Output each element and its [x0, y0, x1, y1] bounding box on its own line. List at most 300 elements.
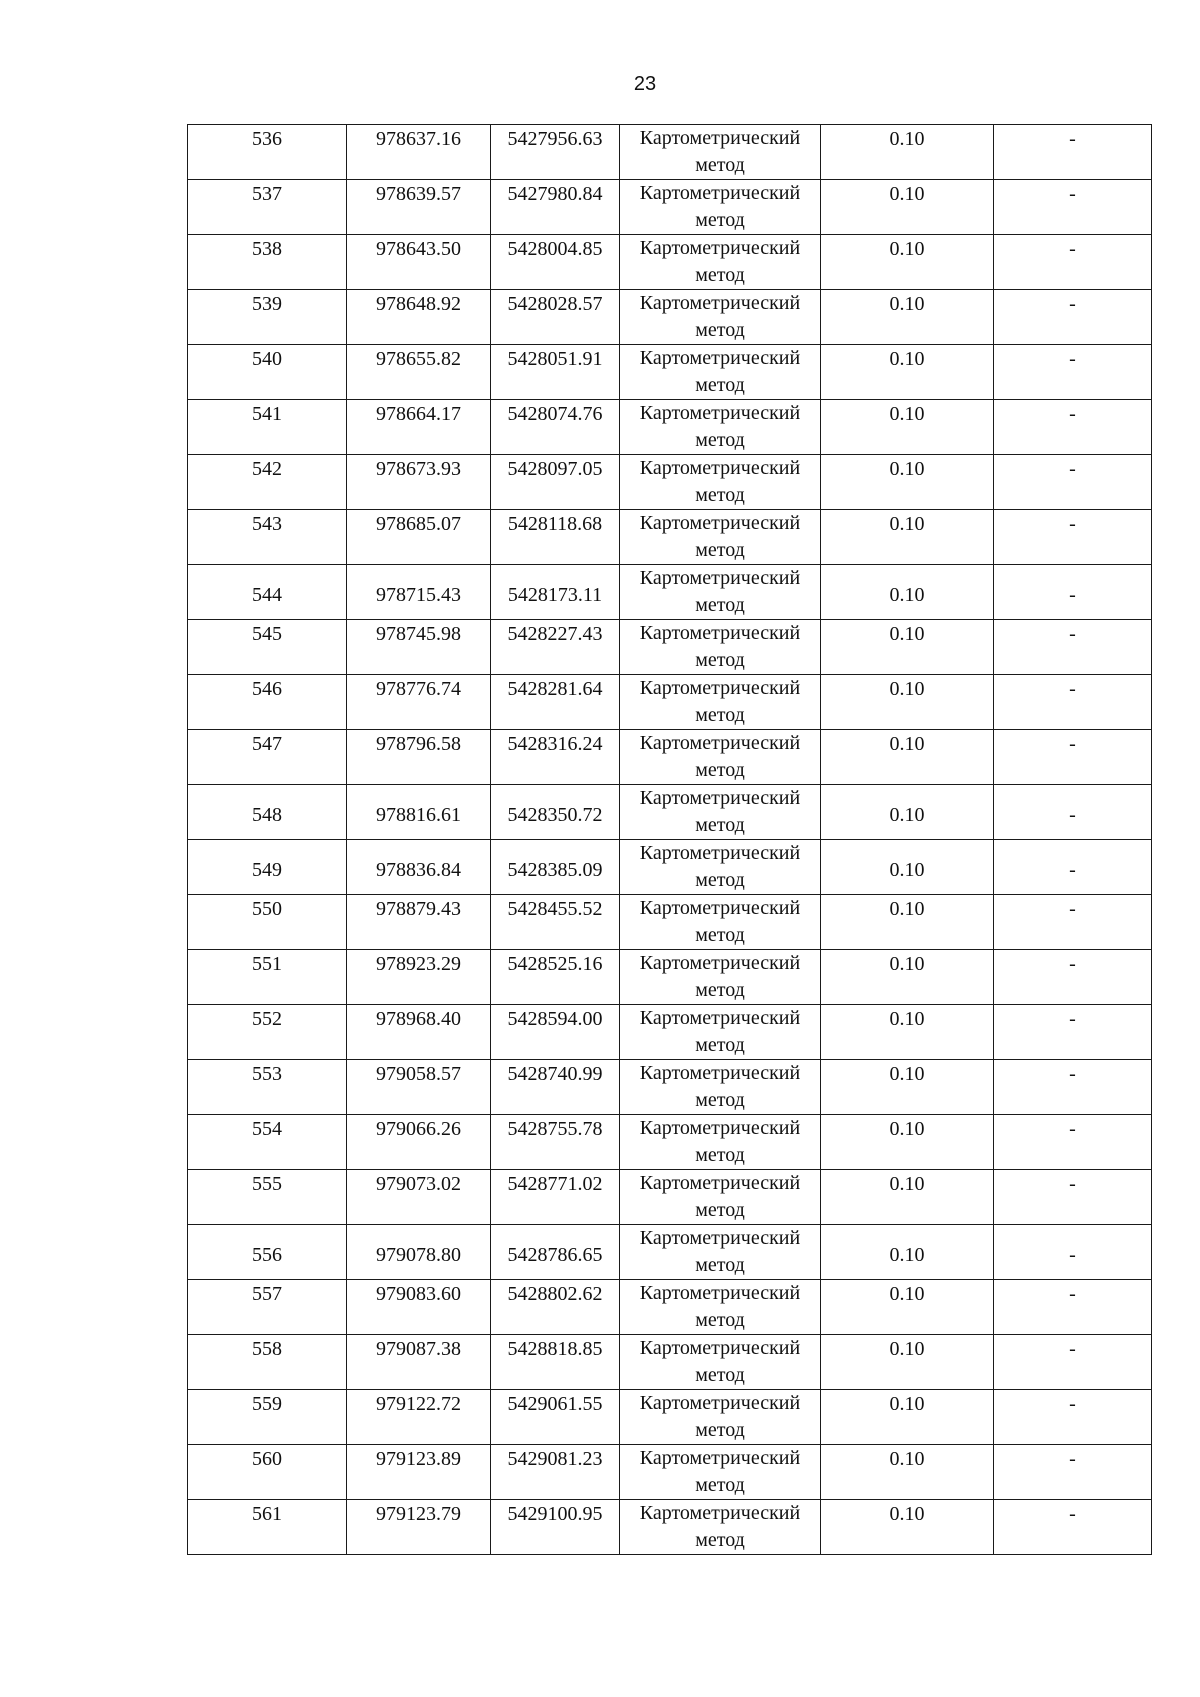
y-coordinate-cell — [491, 1500, 620, 1555]
x-coordinate-cell — [347, 1170, 491, 1225]
method-cell — [620, 730, 821, 785]
accuracy-cell — [821, 1445, 994, 1500]
description-cell — [994, 1115, 1152, 1170]
method-cell — [620, 675, 821, 730]
y-coordinate-cell-text: 5428004.85 — [507, 238, 603, 260]
table-row — [188, 1500, 1152, 1555]
point-number-cell — [188, 895, 347, 950]
y-coordinate-cell-text: 5428818.85 — [507, 1338, 603, 1360]
accuracy-cell — [821, 1170, 994, 1225]
point-number-cell-text: 542 — [252, 458, 282, 480]
y-coordinate-cell — [491, 400, 620, 455]
accuracy-cell — [821, 400, 994, 455]
point-number-cell — [188, 675, 347, 730]
point-number-cell — [188, 1390, 347, 1445]
method-line-2: метод — [695, 154, 745, 176]
method-line-2: метод — [695, 1309, 745, 1331]
description-cell — [994, 1500, 1152, 1555]
description-cell-text: - — [1069, 953, 1076, 975]
method-cell — [620, 1280, 821, 1335]
description-cell-text: - — [1069, 293, 1076, 315]
description-cell-text: - — [1069, 1008, 1076, 1030]
y-coordinate-cell-text: 5428525.16 — [507, 953, 603, 975]
x-coordinate-cell-text: 979058.57 — [376, 1063, 461, 1085]
y-coordinate-cell-text: 5428594.00 — [507, 1008, 603, 1030]
point-number-cell — [188, 1225, 347, 1280]
point-number-cell-text: 560 — [252, 1448, 282, 1470]
method-cell — [620, 290, 821, 345]
description-cell — [994, 510, 1152, 565]
table-row — [188, 1005, 1152, 1060]
y-coordinate-cell — [491, 950, 620, 1005]
table-row — [188, 565, 1152, 620]
accuracy-cell — [821, 180, 994, 235]
x-coordinate-cell — [347, 1280, 491, 1335]
accuracy-cell-text: 0.10 — [889, 128, 925, 150]
point-number-cell-text: 543 — [252, 513, 282, 535]
y-coordinate-cell — [491, 785, 620, 840]
method-cell — [620, 895, 821, 950]
y-coordinate-cell-text: 5428173.11 — [507, 584, 603, 606]
table-row — [188, 1170, 1152, 1225]
description-cell — [994, 345, 1152, 400]
table-row — [188, 785, 1152, 840]
x-coordinate-cell-text: 978637.16 — [376, 128, 461, 150]
accuracy-cell-text: 0.10 — [889, 1244, 925, 1266]
method-line-2: метод — [695, 539, 745, 561]
accuracy-cell — [821, 895, 994, 950]
method-line-1: Картометрический — [639, 1502, 801, 1524]
y-coordinate-cell — [491, 235, 620, 290]
description-cell-text: - — [1069, 1118, 1076, 1140]
accuracy-cell — [821, 1280, 994, 1335]
y-coordinate-cell — [491, 1280, 620, 1335]
description-cell-text: - — [1069, 804, 1076, 826]
point-number-cell — [188, 1005, 347, 1060]
page-number: 23 — [633, 73, 657, 95]
table-row — [188, 730, 1152, 785]
accuracy-cell — [821, 125, 994, 180]
accuracy-cell — [821, 290, 994, 345]
y-coordinate-cell-text: 5428316.24 — [507, 733, 603, 755]
point-number-cell — [188, 1115, 347, 1170]
y-coordinate-cell — [491, 1060, 620, 1115]
y-coordinate-cell — [491, 1225, 620, 1280]
x-coordinate-cell-text: 978879.43 — [376, 898, 461, 920]
point-number-cell — [188, 785, 347, 840]
description-cell — [994, 1170, 1152, 1225]
point-number-cell-text: 547 — [252, 733, 282, 755]
method-line-2: метод — [695, 1089, 745, 1111]
description-cell — [994, 290, 1152, 345]
accuracy-cell — [821, 785, 994, 840]
method-line-2: метод — [695, 319, 745, 341]
accuracy-cell — [821, 840, 994, 895]
method-line-1: Картометрический — [639, 1117, 801, 1139]
accuracy-cell-text: 0.10 — [889, 898, 925, 920]
method-line-1: Картометрический — [639, 1282, 801, 1304]
method-line-1: Картометрический — [639, 842, 801, 864]
x-coordinate-cell — [347, 235, 491, 290]
x-coordinate-cell — [347, 785, 491, 840]
method-line-1: Картометрический — [639, 457, 801, 479]
x-coordinate-cell — [347, 455, 491, 510]
y-coordinate-cell — [491, 510, 620, 565]
method-line-1: Картометрический — [639, 237, 801, 259]
point-number-cell-text: 550 — [252, 898, 282, 920]
accuracy-cell-text: 0.10 — [889, 859, 925, 881]
accuracy-cell-text: 0.10 — [889, 513, 925, 535]
y-coordinate-cell-text: 5428051.91 — [507, 348, 603, 370]
accuracy-cell — [821, 345, 994, 400]
table-row — [188, 950, 1152, 1005]
method-line-2: метод — [695, 1254, 745, 1276]
y-coordinate-cell — [491, 455, 620, 510]
method-line-1: Картометрический — [639, 182, 801, 204]
accuracy-cell-text: 0.10 — [889, 1008, 925, 1030]
x-coordinate-cell — [347, 1225, 491, 1280]
method-line-1: Картометрический — [639, 567, 801, 589]
table-row — [188, 1225, 1152, 1280]
method-line-1: Картометрический — [639, 732, 801, 754]
accuracy-cell-text: 0.10 — [889, 1063, 925, 1085]
point-number-cell-text: 537 — [252, 183, 282, 205]
x-coordinate-cell — [347, 1005, 491, 1060]
description-cell-text: - — [1069, 623, 1076, 645]
method-cell — [620, 840, 821, 895]
point-number-cell — [188, 730, 347, 785]
point-number-cell-text: 551 — [252, 953, 282, 975]
x-coordinate-cell-text: 979073.02 — [376, 1173, 461, 1195]
table-row — [188, 345, 1152, 400]
table-row — [188, 620, 1152, 675]
x-coordinate-cell-text: 978655.82 — [376, 348, 461, 370]
y-coordinate-cell-text: 5428118.68 — [507, 513, 603, 535]
table-row — [188, 1390, 1152, 1445]
description-cell — [994, 1005, 1152, 1060]
x-coordinate-cell-text: 978643.50 — [376, 238, 461, 260]
accuracy-cell-text: 0.10 — [889, 238, 925, 260]
description-cell-text: - — [1069, 898, 1076, 920]
x-coordinate-cell-text: 979122.72 — [376, 1393, 461, 1415]
description-cell-text: - — [1069, 859, 1076, 881]
y-coordinate-cell — [491, 345, 620, 400]
point-number-cell — [188, 235, 347, 290]
table-row — [188, 1280, 1152, 1335]
point-number-cell — [188, 455, 347, 510]
table-row — [188, 1060, 1152, 1115]
y-coordinate-cell — [491, 565, 620, 620]
point-number-cell-text: 539 — [252, 293, 282, 315]
coordinates-table — [187, 124, 1152, 1555]
point-number-cell — [188, 1445, 347, 1500]
y-coordinate-cell-text: 5428740.99 — [507, 1063, 603, 1085]
y-coordinate-cell — [491, 675, 620, 730]
x-coordinate-cell-text: 978715.43 — [376, 584, 461, 606]
method-line-2: метод — [695, 869, 745, 891]
x-coordinate-cell-text: 978796.58 — [376, 733, 461, 755]
accuracy-cell-text: 0.10 — [889, 1283, 925, 1305]
x-coordinate-cell — [347, 1390, 491, 1445]
point-number-cell-text: 555 — [252, 1173, 282, 1195]
description-cell — [994, 675, 1152, 730]
method-line-1: Картометрический — [639, 402, 801, 424]
point-number-cell — [188, 510, 347, 565]
point-number-cell — [188, 1335, 347, 1390]
y-coordinate-cell-text: 5428771.02 — [507, 1173, 603, 1195]
x-coordinate-cell — [347, 1335, 491, 1390]
method-cell — [620, 1005, 821, 1060]
method-line-2: метод — [695, 429, 745, 451]
method-line-2: метод — [695, 979, 745, 1001]
table-row — [188, 895, 1152, 950]
description-cell — [994, 950, 1152, 1005]
y-coordinate-cell — [491, 1115, 620, 1170]
accuracy-cell-text: 0.10 — [889, 678, 925, 700]
point-number-cell — [188, 1170, 347, 1225]
y-coordinate-cell — [491, 290, 620, 345]
x-coordinate-cell-text: 978639.57 — [376, 183, 461, 205]
method-cell — [620, 785, 821, 840]
method-line-1: Картометрический — [639, 347, 801, 369]
method-cell — [620, 1060, 821, 1115]
point-number-cell — [188, 125, 347, 180]
x-coordinate-cell — [347, 1500, 491, 1555]
point-number-cell — [188, 180, 347, 235]
x-coordinate-cell-text: 979123.79 — [376, 1503, 461, 1525]
y-coordinate-cell — [491, 840, 620, 895]
accuracy-cell-text: 0.10 — [889, 1173, 925, 1195]
accuracy-cell — [821, 1005, 994, 1060]
accuracy-cell — [821, 620, 994, 675]
description-cell-text: - — [1069, 238, 1076, 260]
x-coordinate-cell — [347, 895, 491, 950]
point-number-cell-text: 544 — [252, 584, 282, 606]
method-cell — [620, 180, 821, 235]
accuracy-cell — [821, 235, 994, 290]
description-cell-text: - — [1069, 348, 1076, 370]
description-cell-text: - — [1069, 1393, 1076, 1415]
x-coordinate-cell-text: 978664.17 — [376, 403, 461, 425]
accuracy-cell-text: 0.10 — [889, 183, 925, 205]
method-line-1: Картометрический — [639, 952, 801, 974]
accuracy-cell — [821, 1060, 994, 1115]
x-coordinate-cell-text: 978923.29 — [376, 953, 461, 975]
accuracy-cell-text: 0.10 — [889, 733, 925, 755]
y-coordinate-cell-text: 5429100.95 — [507, 1503, 603, 1525]
description-cell-text: - — [1069, 1338, 1076, 1360]
point-number-cell — [188, 1500, 347, 1555]
x-coordinate-cell — [347, 345, 491, 400]
method-line-2: метод — [695, 704, 745, 726]
x-coordinate-cell — [347, 565, 491, 620]
accuracy-cell — [821, 1390, 994, 1445]
y-coordinate-cell-text: 5428755.78 — [507, 1118, 603, 1140]
y-coordinate-cell-text: 5428350.72 — [507, 804, 603, 826]
y-coordinate-cell-text: 5428028.57 — [507, 293, 603, 315]
method-line-2: метод — [695, 594, 745, 616]
point-number-cell — [188, 950, 347, 1005]
table-row — [188, 125, 1152, 180]
table-row — [188, 1445, 1152, 1500]
x-coordinate-cell — [347, 510, 491, 565]
x-coordinate-cell-text: 979066.26 — [376, 1118, 461, 1140]
accuracy-cell-text: 0.10 — [889, 804, 925, 826]
x-coordinate-cell-text: 978836.84 — [376, 859, 461, 881]
method-cell — [620, 125, 821, 180]
method-cell — [620, 510, 821, 565]
method-cell — [620, 1390, 821, 1445]
method-cell — [620, 1170, 821, 1225]
accuracy-cell — [821, 1500, 994, 1555]
table-row — [188, 235, 1152, 290]
x-coordinate-cell — [347, 1060, 491, 1115]
method-line-1: Картометрический — [639, 1007, 801, 1029]
description-cell — [994, 730, 1152, 785]
accuracy-cell-text: 0.10 — [889, 584, 925, 606]
description-cell — [994, 1335, 1152, 1390]
method-line-2: метод — [695, 1034, 745, 1056]
description-cell-text: - — [1069, 1448, 1076, 1470]
y-coordinate-cell — [491, 1390, 620, 1445]
accuracy-cell — [821, 510, 994, 565]
point-number-cell — [188, 1280, 347, 1335]
method-line-1: Картометрический — [639, 1392, 801, 1414]
y-coordinate-cell-text: 5427980.84 — [507, 183, 603, 205]
method-cell — [620, 565, 821, 620]
accuracy-cell — [821, 455, 994, 510]
description-cell — [994, 1390, 1152, 1445]
point-number-cell-text: 538 — [252, 238, 282, 260]
table-row — [188, 1335, 1152, 1390]
method-line-2: метод — [695, 1364, 745, 1386]
x-coordinate-cell — [347, 290, 491, 345]
x-coordinate-cell-text: 979123.89 — [376, 1448, 461, 1470]
x-coordinate-cell-text: 978776.74 — [376, 678, 461, 700]
point-number-cell-text: 553 — [252, 1063, 282, 1085]
accuracy-cell-text: 0.10 — [889, 403, 925, 425]
method-cell — [620, 1500, 821, 1555]
description-cell — [994, 840, 1152, 895]
accuracy-cell — [821, 1115, 994, 1170]
point-number-cell-text: 546 — [252, 678, 282, 700]
x-coordinate-cell — [347, 620, 491, 675]
coordinates-table-body — [188, 125, 1152, 1555]
x-coordinate-cell — [347, 1115, 491, 1170]
description-cell-text: - — [1069, 1063, 1076, 1085]
table-row — [188, 1115, 1152, 1170]
method-line-1: Картометрический — [639, 622, 801, 644]
table-row — [188, 180, 1152, 235]
method-line-2: метод — [695, 814, 745, 836]
method-line-2: метод — [695, 649, 745, 671]
x-coordinate-cell-text: 978685.07 — [376, 513, 461, 535]
accuracy-cell-text: 0.10 — [889, 293, 925, 315]
point-number-cell-text: 559 — [252, 1393, 282, 1415]
accuracy-cell — [821, 675, 994, 730]
method-cell — [620, 455, 821, 510]
method-cell — [620, 1335, 821, 1390]
x-coordinate-cell-text: 978968.40 — [376, 1008, 461, 1030]
point-number-cell — [188, 1060, 347, 1115]
description-cell-text: - — [1069, 678, 1076, 700]
method-cell — [620, 400, 821, 455]
method-cell — [620, 345, 821, 400]
method-line-1: Картометрический — [639, 1337, 801, 1359]
point-number-cell-text: 540 — [252, 348, 282, 370]
y-coordinate-cell-text: 5428074.76 — [507, 403, 603, 425]
method-line-2: метод — [695, 759, 745, 781]
method-line-1: Картометрический — [639, 512, 801, 534]
description-cell — [994, 785, 1152, 840]
y-coordinate-cell-text: 5428227.43 — [507, 623, 603, 645]
x-coordinate-cell — [347, 950, 491, 1005]
accuracy-cell-text: 0.10 — [889, 1503, 925, 1525]
x-coordinate-cell-text: 978648.92 — [376, 293, 461, 315]
description-cell — [994, 455, 1152, 510]
method-line-2: метод — [695, 264, 745, 286]
table-row — [188, 290, 1152, 345]
y-coordinate-cell-text: 5428281.64 — [507, 678, 603, 700]
x-coordinate-cell — [347, 675, 491, 730]
description-cell — [994, 1060, 1152, 1115]
point-number-cell — [188, 290, 347, 345]
point-number-cell — [188, 565, 347, 620]
point-number-cell — [188, 620, 347, 675]
accuracy-cell — [821, 730, 994, 785]
accuracy-cell-text: 0.10 — [889, 623, 925, 645]
method-cell — [620, 235, 821, 290]
y-coordinate-cell-text: 5428097.05 — [507, 458, 603, 480]
point-number-cell-text: 549 — [252, 859, 282, 881]
y-coordinate-cell — [491, 730, 620, 785]
point-number-cell-text: 552 — [252, 1008, 282, 1030]
y-coordinate-cell-text: 5428455.52 — [507, 898, 603, 920]
x-coordinate-cell — [347, 1445, 491, 1500]
method-line-1: Картометрический — [639, 127, 801, 149]
table-row — [188, 455, 1152, 510]
accuracy-cell — [821, 1225, 994, 1280]
method-cell — [620, 1225, 821, 1280]
x-coordinate-cell-text: 979087.38 — [376, 1338, 461, 1360]
x-coordinate-cell-text: 978673.93 — [376, 458, 461, 480]
method-line-2: метод — [695, 1474, 745, 1496]
y-coordinate-cell-text: 5428385.09 — [507, 859, 603, 881]
method-cell — [620, 1445, 821, 1500]
y-coordinate-cell — [491, 180, 620, 235]
point-number-cell — [188, 840, 347, 895]
y-coordinate-cell — [491, 1335, 620, 1390]
description-cell-text: - — [1069, 1173, 1076, 1195]
description-cell-text: - — [1069, 183, 1076, 205]
x-coordinate-cell — [347, 125, 491, 180]
accuracy-cell — [821, 565, 994, 620]
accuracy-cell — [821, 950, 994, 1005]
accuracy-cell-text: 0.10 — [889, 458, 925, 480]
method-cell — [620, 620, 821, 675]
description-cell — [994, 620, 1152, 675]
description-cell — [994, 235, 1152, 290]
accuracy-cell-text: 0.10 — [889, 1338, 925, 1360]
method-line-1: Картометрический — [639, 787, 801, 809]
method-line-1: Картометрический — [639, 1172, 801, 1194]
description-cell-text: - — [1069, 458, 1076, 480]
point-number-cell-text: 554 — [252, 1118, 282, 1140]
table-row — [188, 840, 1152, 895]
x-coordinate-cell — [347, 840, 491, 895]
y-coordinate-cell — [491, 620, 620, 675]
accuracy-cell-text: 0.10 — [889, 1393, 925, 1415]
